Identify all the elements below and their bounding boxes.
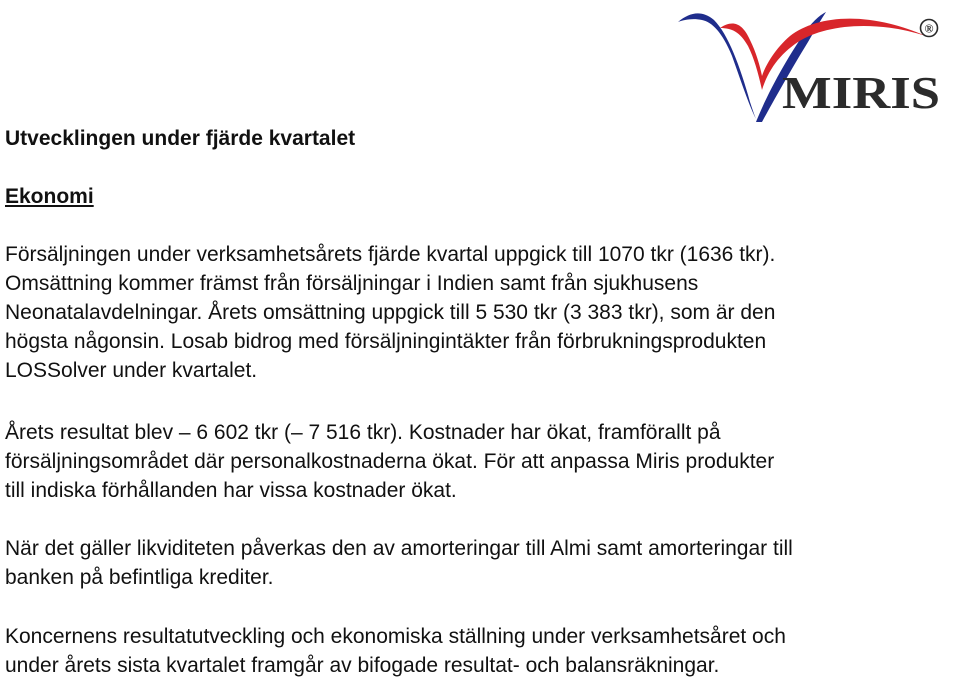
paragraph-sales [5,240,775,385]
paragraph-line: Årets resultat blev – 6 602 tkr (– 7 516 tkr). Kostnader har ökat, framförallt på [5,421,721,444]
paragraph-line: Försäljningen under verksamhetsårets fjärde kvartal uppgick till 1070 tkr (1636 tkr). [5,243,776,266]
section-heading-ekonomi: Ekonomi [5,185,94,208]
logo-blue-swoosh [678,13,758,122]
miris-logo [676,6,948,124]
paragraph-line: banken på befintliga krediter. [5,566,274,589]
paragraph-line: högsta någonsin. Losab bidrog med försäljningintäkter från förbrukningsprodukten [5,330,767,353]
paragraph-liquidity [5,534,793,592]
paragraph-line: till indiska förhållanden har vissa kostnader ökat. [5,479,457,502]
paragraph-line: Koncernens resultatutveckling och ekonomiska ställning under verksamhetsåret och [5,625,786,648]
paragraph-line: Omsättning kommer främst från försäljningar i Indien samt från sjukhusens [5,272,699,295]
registered-mark: ® [924,21,934,36]
paragraph-line: under årets sista kvartalet framgår av bifogade resultat- och balansräkningar. [5,654,720,677]
paragraph-line: försäljningsområdet där personalkostnaderna ökat. För att anpassa Miris produkter [5,450,775,473]
paragraph-line: LOSSolver under kvartalet. [5,359,258,382]
miris-logo-graphic [676,6,948,124]
paragraph-group-development [5,622,786,680]
paragraph-result [5,418,774,505]
paragraph-line: När det gäller likviditeten påverkas den av amorteringar till Almi samt amorteringar till [5,537,793,560]
logo-wordmark: MIRIS [782,67,940,118]
page-heading: Utvecklingen under fjärde kvartalet [5,127,356,150]
paragraph-line: Neonatalavdelningar. Årets omsättning uppgick till 5 530 tkr (3 383 tkr), som är den [5,301,776,324]
